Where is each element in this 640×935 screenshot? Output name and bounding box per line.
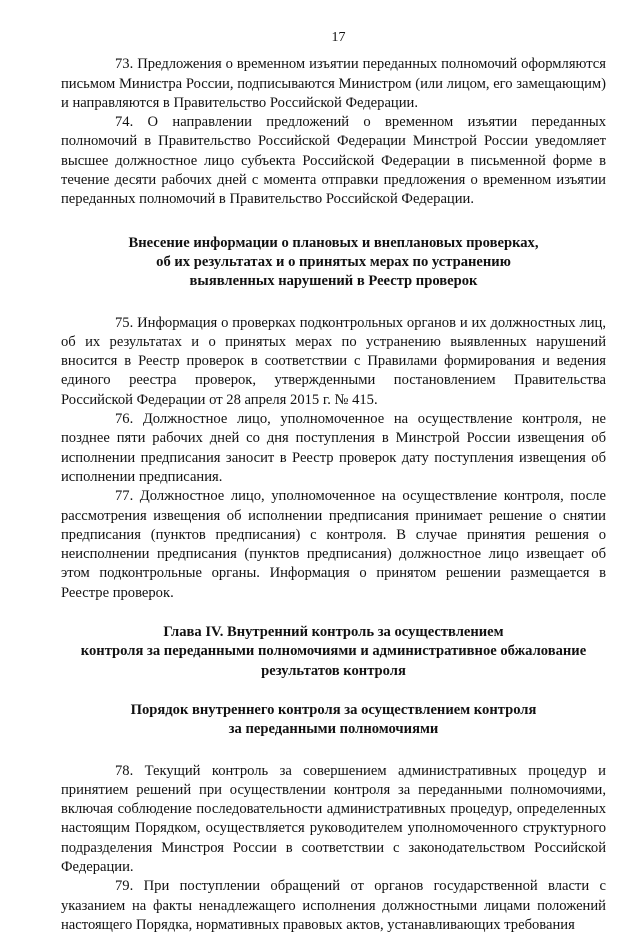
heading-line: об их результатах и о принятых мерах по устранению (156, 253, 511, 270)
paragraph-73: 73. Предложения о временном изъятии переданных полномочий оформляются письмом Министра России, подписываются Министром (или лицом, его замещающим) и направляются в Правительство Российской Федерации. (61, 56, 606, 111)
paragraph-78: 78. Текущий контроль за совершением административных процедур и принятием решений при осуществлении контроля за переданными полномочиями, включая соблюдение последовательности административных процедур, определенных настоящим Порядком, осуществляется руководителем уполномоченного структурного подразделения Минстроя России в соответствии с законодательством Российской Федерации. (61, 762, 606, 875)
paragraph-74: 74. О направлении предложений о временном изъятии переданных полномочий в Правительство Российской Федерации Минстрой России уведомляет высшее должностное лицо субъекта Российской Федерации в письменной форме в течение десяти рабочих дней с момента отправки предложения о временном изъятии переданных полномочий в Правительство Российской Федерации. (61, 114, 606, 208)
document-page (61, 28, 606, 935)
heading-line: Глава IV. Внутренний контроль за осуществлением (163, 624, 504, 641)
heading-line: выявленных нарушений в Реестр проверок (189, 273, 478, 290)
paragraph-79: 79. При поступлении обращений от органов государственной власти с указанием на факты ненадлежащего исполнения должностными лицами положений настоящего Порядка, нормативных правовых актов, устанавливающих требования (61, 878, 606, 933)
heading-line: контроля за переданными полномочиями и административное обжалование (80, 643, 587, 660)
heading-line: Внесение информации о плановых и внеплановых проверках, (128, 234, 539, 251)
chapter-heading-iv (61, 623, 606, 681)
page-number: 17 (331, 30, 346, 45)
section-heading-registry (61, 234, 606, 292)
heading-line: результатов контроля (261, 662, 406, 679)
sub-heading-internal-control (61, 701, 606, 740)
paragraph-76: 76. Должностное лицо, уполномоченное на осуществление контроля, не позднее пяти рабочих дней со дня поступления в Минстрой России извещения об исполнении предписания заносит в Реестр проверок дату поступления извещения об исполнении предписания. (61, 411, 606, 485)
heading-line: Порядок внутреннего контроля за осуществлением контроля (130, 701, 537, 718)
heading-line: за переданными полномочиями (228, 721, 439, 738)
paragraph-77: 77. Должностное лицо, уполномоченное на осуществление контроля, после рассмотрения извещения об исполнении предписания принимает решение о снятии предписания (пунктов предписания) с контроля. В случае принятия решения о неисполнении предписания (пунктов предписания) должностное лицо извещает об этом подконтрольные органы. Информация о принятом решении размещается в Реестре проверок. (61, 488, 606, 601)
paragraph-75: 75. Информация о проверках подконтрольных органов и их должностных лиц, об их результатах и о принятых мерах по устранению выявленных нарушений вносится в Реестр проверок в соответствии с Правилами формирования и ведения единого реестра проверок, утвержденными постановлением Правительства Российской Федерации от 28 апреля 2015 г. № 415. (61, 314, 606, 408)
